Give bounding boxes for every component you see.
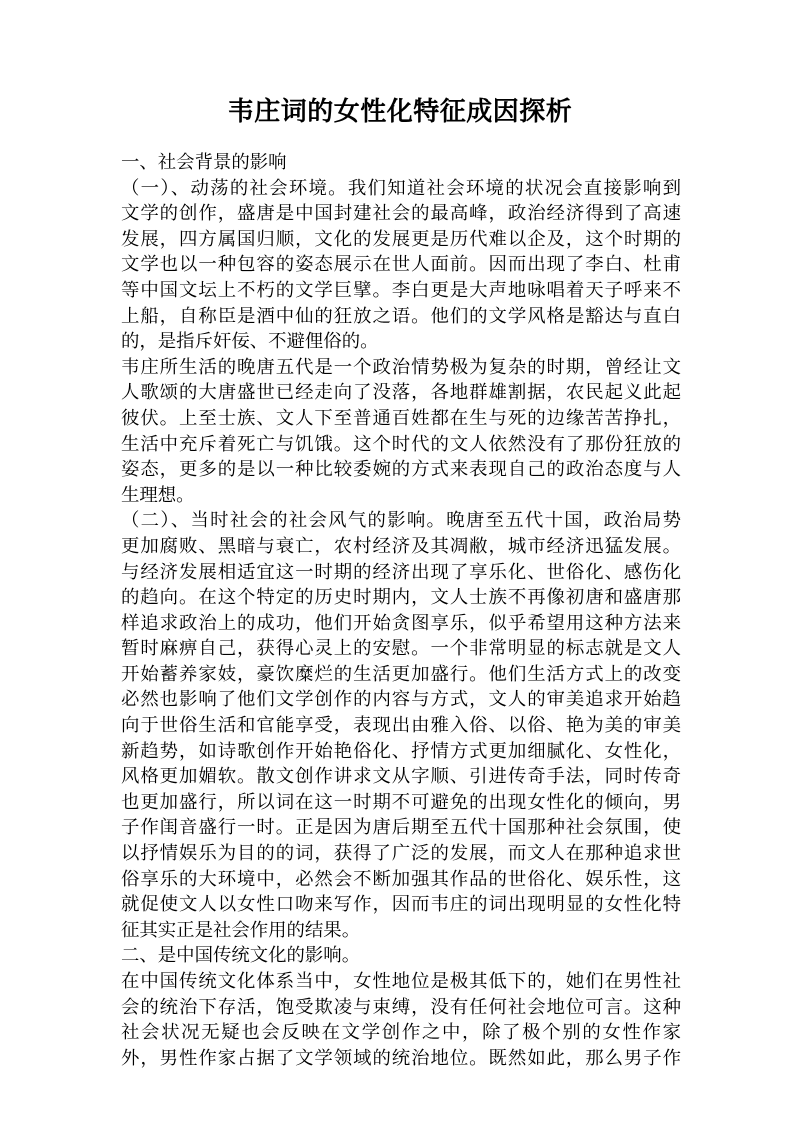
text-line: 等中国文坛上不朽的文学巨擘。李白更是大声地咏唱着天子呼来不	[121, 279, 681, 301]
text-line: 样追求政治上的成功，他们开始贪图享乐，似乎希望用这种方法来	[121, 612, 681, 634]
text-line: 外，男性作家占据了文学领域的统治地位。既然如此，那么男子作	[121, 1047, 681, 1069]
text-line: 社会状况无疑也会反映在文学创作之中，除了极个别的女性作家	[121, 1022, 681, 1044]
text-line: 韦庄所生活的晚唐五代是一个政治情势极为复杂的时期，曾经让文	[121, 356, 681, 378]
text-line: 上船，自称臣是酒中仙的狂放之语。他们的文学风格是豁达与直白	[121, 305, 681, 327]
text-line: 暂时麻痹自己，获得心灵上的安慰。一个非常明显的标志就是文人	[121, 638, 681, 660]
text-line: 俗享乐的大环境中，必然会不断加强其作品的世俗化、娱乐性，这	[121, 868, 681, 890]
text-line: 也更加盛行，所以词在这一时期不可避免的出现女性化的倾向，男	[121, 791, 681, 813]
text-line: （一）、动荡的社会环境。我们知道社会环境的状况会直接影响到	[121, 177, 681, 199]
text-line: 与经济发展相适宜这一时期的经济出现了享乐化、世俗化、感伤化	[121, 561, 681, 583]
text-line: （二）、当时社会的社会风气的影响。晚唐至五代十国，政治局势	[121, 510, 681, 532]
text-line: 更加腐败、黑暗与衰亡，农村经济及其凋敝，城市经济迅猛发展。	[121, 535, 681, 557]
text-line: 风格更加媚软。散文创作讲求文从字顺、引进传奇手法，同时传奇	[121, 766, 681, 788]
text-line: 生理想。	[121, 484, 195, 506]
text-line: 姿态，更多的是以一种比较委婉的方式来表现自己的政治态度与人	[121, 459, 681, 481]
text-line: 新趋势，如诗歌创作开始艳俗化、抒情方式更加细腻化、女性化，	[121, 740, 681, 762]
text-line: 以抒情娱乐为目的的词，获得了广泛的发展，而文人在那种追求世	[121, 843, 681, 865]
text-line: 人歌颂的大唐盛世已经走向了没落，各地群雄割据，农民起义此起	[121, 382, 681, 404]
document-body	[121, 150, 681, 1071]
text-line: 二、是中国传统文化的影响。	[121, 945, 361, 967]
text-line: 彼伏。上至士族、文人下至普通百姓都在生与死的边缘苦苦挣扎，	[121, 407, 681, 429]
text-line: 一、社会背景的影响	[121, 152, 287, 173]
text-line: 文学也以一种包容的姿态展示在世人面前。因而出现了李白、杜甫	[121, 254, 681, 276]
text-line: 的，是指斥奸佞、不避俚俗的。	[121, 331, 379, 353]
text-line: 就促使文人以女性口吻来写作，因而韦庄的词出现明显的女性化特	[121, 894, 681, 916]
document-title: 韦庄词的女性化特征成因探析	[227, 97, 573, 127]
text-line: 文学的创作，盛唐是中国封建社会的最高峰，政治经济得到了高速	[121, 203, 681, 225]
text-line: 会的统治下存活，饱受欺凌与束缚，没有任何社会地位可言。这种	[121, 996, 681, 1018]
text-line: 生活中充斥着死亡与饥饿。这个时代的文人依然没有了那份狂放的	[121, 433, 681, 455]
text-line: 子作闺音盛行一时。正是因为唐后期至五代十国那种社会氛围，使	[121, 817, 681, 839]
text-line: 开始蓄养家妓，豪饮糜烂的生活更加盛行。他们生活方式上的改变	[121, 663, 681, 685]
text-line: 向于世俗生活和官能享受，表现出由雅入俗、以俗、艳为美的审美	[121, 715, 681, 737]
text-line: 的趋向。在这个特定的历史时期内，文人士族不再像初唐和盛唐那	[121, 587, 681, 609]
text-line: 必然也影响了他们文学创作的内容与方式，文人的审美追求开始趋	[121, 689, 681, 711]
text-line: 征其实正是社会作用的结果。	[121, 919, 361, 941]
text-line: 在中国传统文化体系当中，女性地位是极其低下的，她们在男性社	[121, 971, 681, 992]
text-line: 发展，四方属国归顺，文化的发展更是历代难以企及，这个时期的	[121, 228, 681, 250]
